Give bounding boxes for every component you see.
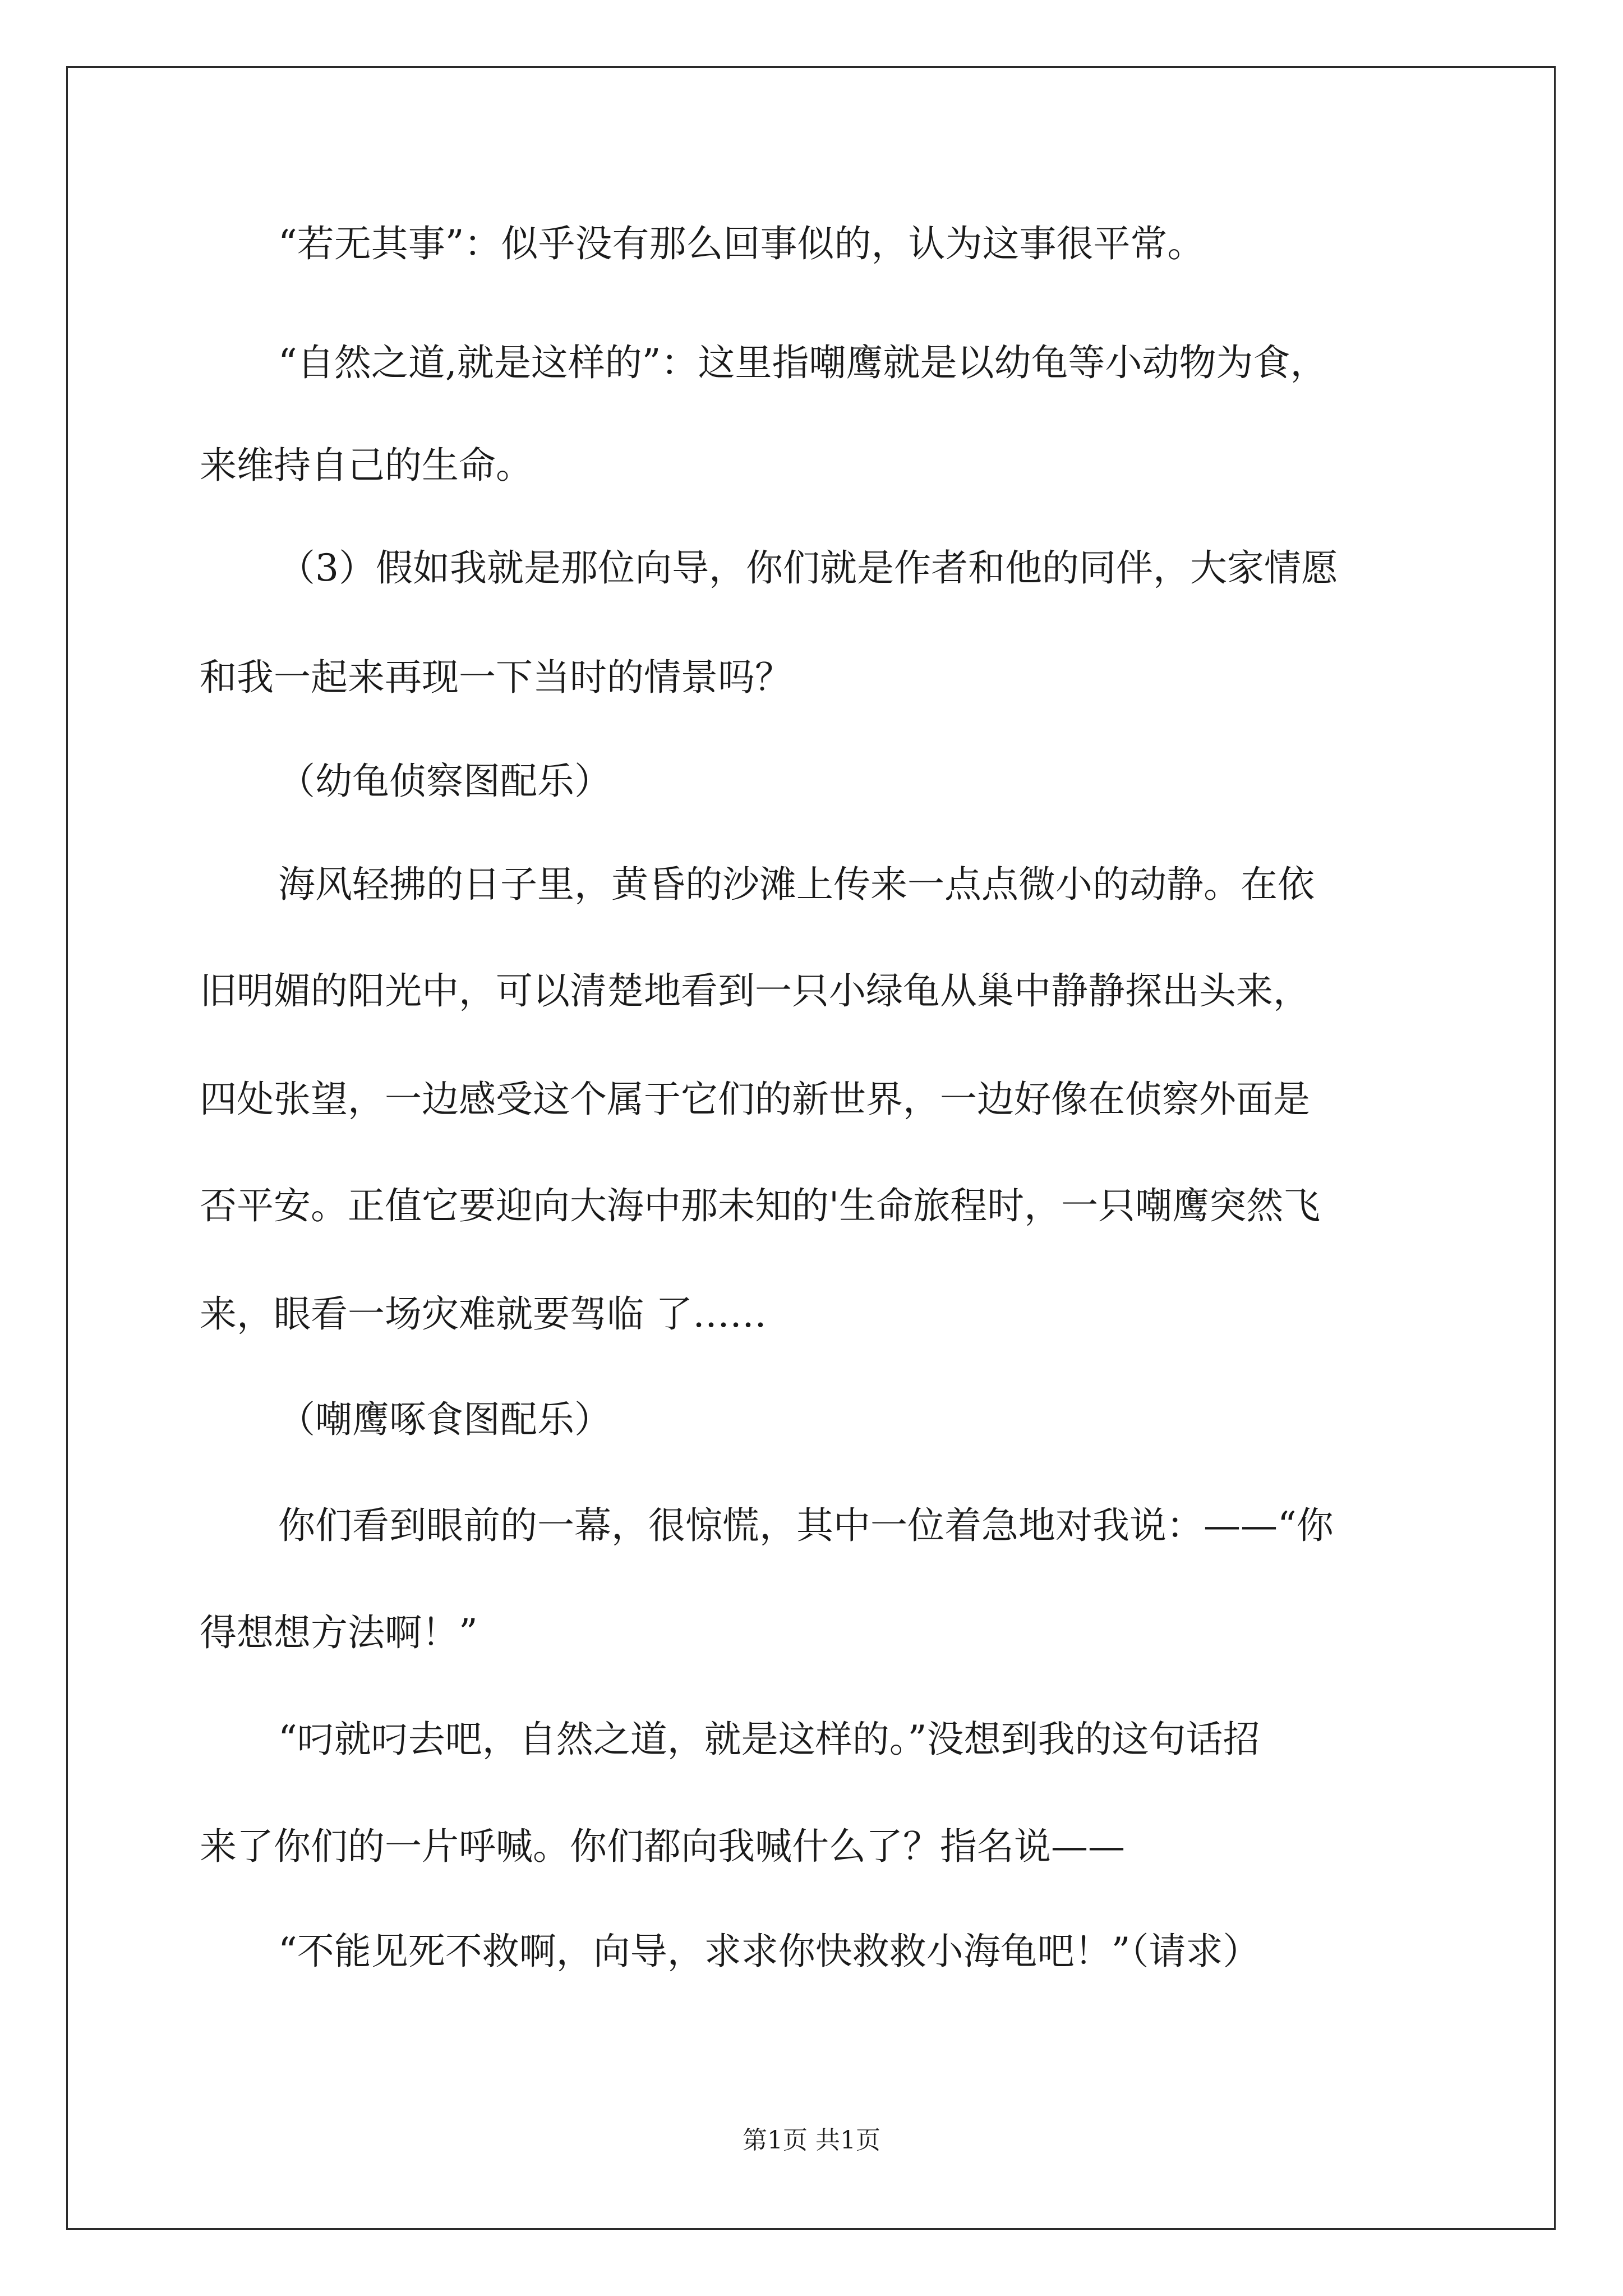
paragraph-line-14: 得想想方法啊！” [200, 1611, 478, 1654]
paragraph-line-16: 来了你们的一片呼喊。你们都向我喊什么了？指名说—— [200, 1825, 1125, 1868]
paragraph-line-7: 海风轻拂的日子里，黄昏的沙滩上传来一点点微小的动静。在依 [278, 863, 1315, 906]
paragraph-line-13: 你们看到眼前的一幕，很惊慌，其中一位着急地对我说：——“你 [278, 1504, 1334, 1547]
paragraph-line-17: “不能见死不救啊，向导，求求你快救救小海龟吧！”（请求） [278, 1930, 1260, 1973]
paragraph-line-6: （幼龟侦察图配乐） [278, 760, 611, 803]
paragraph-line-4: （3）假如我就是那位向导，你们就是作者和他的同伴，大家情愿 [278, 546, 1338, 590]
paragraph-line-11: 来，眼看一场灾难就要驾临 了…… [200, 1292, 767, 1336]
paragraph-line-9: 四处张望，一边感受这个属于它们的新世界，一边好像在侦察外面是 [200, 1078, 1310, 1121]
paragraph-line-3: 来维持自己的生命。 [200, 444, 533, 487]
paragraph-line-15: “叼就叼去吧，自然之道，就是这样的。”没想到我的这句话招 [278, 1718, 1260, 1761]
paragraph-line-12: （嘲鹰啄食图配乐） [278, 1398, 611, 1441]
page-footer: 第1页 共1页 [743, 2126, 880, 2155]
paragraph-line-10: 否平安。正值它要迎向大海中那未知的'生命旅程时，一只嘲鹰突然飞 [200, 1184, 1321, 1227]
paragraph-line-1: “若无其事”：似乎没有那么回事似的，认为这事很平常。 [278, 222, 1205, 265]
paragraph-line-2: “自然之道,就是这样的”：这里指嘲鹰就是以幼龟等小动物为食， [278, 341, 1327, 384]
page-border [66, 66, 1556, 2230]
paragraph-line-8: 旧明媚的阳光中，可以清楚地看到一只小绿龟从巢中静静探出头来， [200, 969, 1310, 1013]
paragraph-line-5: 和我一起来再现一下当时的情景吗？ [200, 656, 792, 699]
